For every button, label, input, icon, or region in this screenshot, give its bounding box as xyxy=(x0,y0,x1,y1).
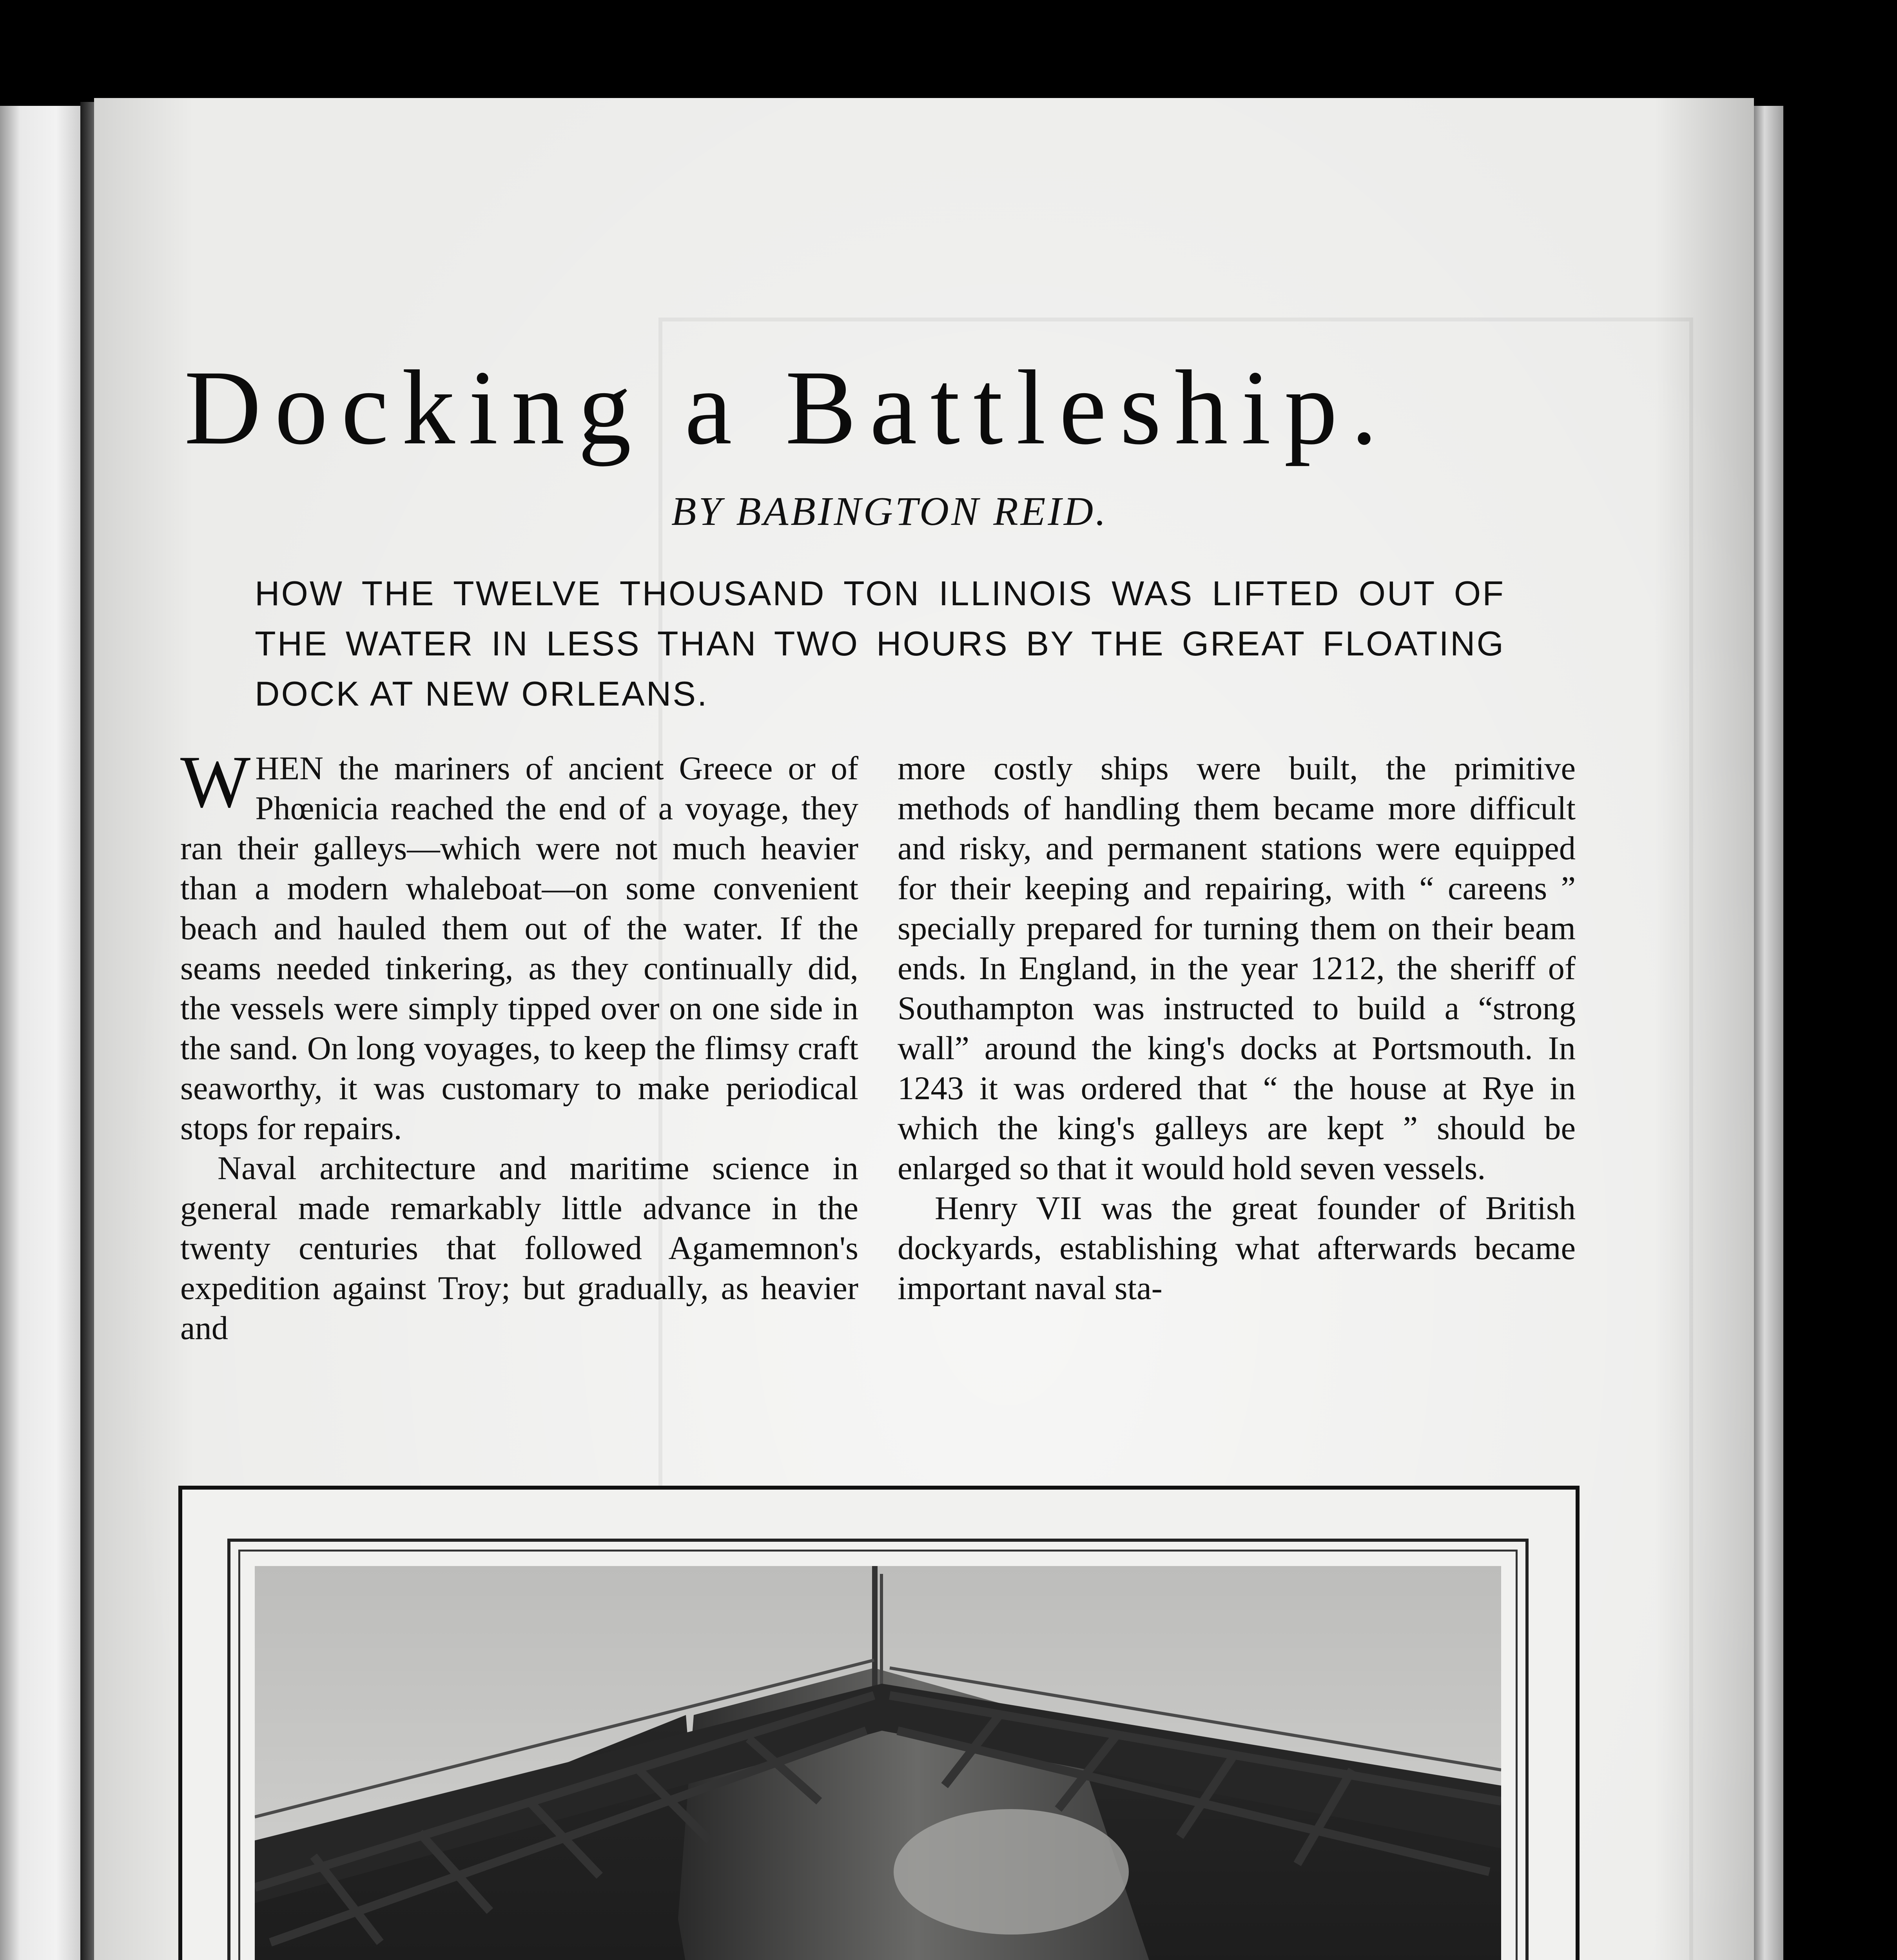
drop-cap: W xyxy=(180,741,251,823)
paragraph: Naval architecture and maritime science in general made remarkably little advance in the twenty centuries that followed Agamemnon's expedition against Troy; but gradually, as heavier and xyxy=(180,1150,858,1347)
article-column-left xyxy=(180,741,858,1348)
article-column-right xyxy=(898,749,1576,1308)
page-stack-edge xyxy=(1752,106,1783,1960)
paragraph xyxy=(180,741,858,1149)
paragraph: Henry VII was the great founder of British dockyards, establishing what afterwards became important naval sta- xyxy=(898,1190,1576,1307)
previous-page-edge xyxy=(0,106,80,1960)
article-deck: HOW THE TWELVE THOUSAND TON ILLINOIS WAS LIFTED OUT OF THE WATER IN LESS THAN TWO HOURS BY THE GREAT FLOATING DOCK AT NEW ORLEANS. xyxy=(255,574,1505,713)
paragraph-text: HEN the mariners of ancient Greece or of Phœnicia reached the end of a voyage, they ran their galleys—which were not much heavier than a modern whaleboat—on some convenient beach and hauled them out of the water. If the seams needed tinkering, as they continually did, the vessels were simply tipped over on one side in the sand. On long voyages, to keep the flimsy craft seaworthy, it was customary to make periodical stops for repairs. xyxy=(180,750,858,1147)
battleship-in-dock-illustration xyxy=(255,1566,1501,1960)
article-byline: BY BABINGTON REID. xyxy=(671,489,1108,534)
paragraph: more costly ships were built, the primitive methods of handling them became more difficult and risky, and permanent stations were equipped for their keeping and repairing, with “ careens ” specially prepared for turning them on their beam ends. In England, in the year 1212, the sheriff of Southampton was instructed to build a “strong wall” around the king's docks at Portsmouth. In 1243 it was ordered that “ the house at Rye in which the king's galleys are kept ” should be enlarged so that it would hold seven vessels. xyxy=(898,750,1576,1187)
article-title: Docking a Battleship. xyxy=(184,348,1391,466)
battleship-photo xyxy=(255,1566,1501,1960)
